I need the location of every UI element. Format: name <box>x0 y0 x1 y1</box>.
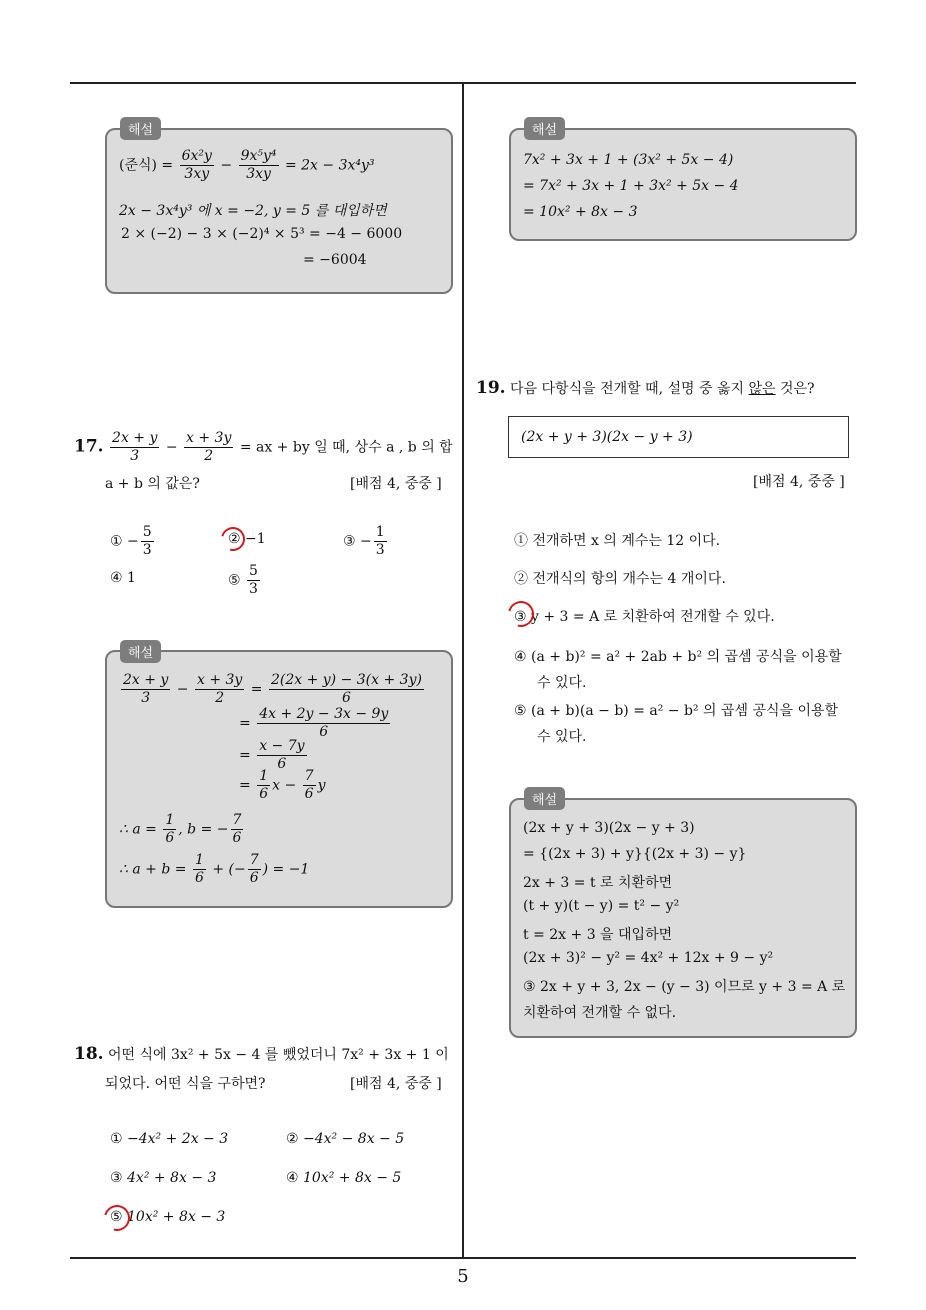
sol17-t1-n2: 7 <box>232 812 242 828</box>
sol17-t2-frac2 <box>248 852 261 887</box>
q17-frac2 <box>184 430 233 465</box>
q18-option-2[interactable] <box>286 1131 404 1147</box>
sol17-t2-pre: ∴ a + b = <box>119 861 187 878</box>
q18-option-3-text: 4x² + 8x − 3 <box>127 1170 217 1186</box>
sol17-minus: − <box>176 681 189 698</box>
sol17-frac-b-num: x + 3y <box>196 672 243 688</box>
q17-option-1-den: 3 <box>142 542 152 558</box>
sol17-frac-b-den: 2 <box>215 690 225 706</box>
sol19-line7: ③ 2x + y + 3, 2x − (y − 3) 이므로 y + 3 = A 로 <box>523 979 846 995</box>
sol17-eq1: = <box>250 681 263 698</box>
q17-option-2-text: −1 <box>245 531 266 547</box>
q19-stem-underlined: 않은 <box>748 381 776 397</box>
sol17-frac-a <box>121 672 170 707</box>
solution-tag-16: 해설 <box>120 117 161 140</box>
sol17-r4-mid: x − <box>272 777 297 794</box>
sol16-frac2-den: 3xy <box>246 166 271 182</box>
bottom-rule <box>70 1257 856 1259</box>
sol17-row4 <box>239 768 325 803</box>
sol17-t1-mid: , b = − <box>178 821 229 838</box>
q18-option-3-mark: ③ <box>110 1170 123 1186</box>
sol18-line2: = 7x² + 3x + 1 + 3x² + 5x − 4 <box>523 178 739 194</box>
sol17-frac-r2 <box>257 706 390 741</box>
q19-option-2-mark: ② <box>514 571 528 587</box>
sol16-result: = 2x − 3x⁴y³ <box>284 157 375 174</box>
sol17-therefore2 <box>119 852 309 887</box>
answer-circle-q19 <box>503 596 539 632</box>
q19-option-5-mark: ⑤ <box>514 703 527 719</box>
sol17-eq4: = <box>239 777 251 794</box>
q19-option-4-mark: ④ <box>514 649 527 665</box>
q17-minus: − <box>165 439 178 456</box>
solution-tag-18: 해설 <box>524 117 565 140</box>
sol17-eq3: = <box>239 747 251 764</box>
sol19-line1: (2x + y + 3)(2x − y + 3) <box>523 820 695 836</box>
sol17-t2-d1: 6 <box>194 870 204 886</box>
solution-box-17 <box>105 650 453 908</box>
sol17-t2-mid: + (− <box>212 861 246 878</box>
q17-option-4-mark: ④ <box>110 570 123 586</box>
q17-option-3[interactable] <box>343 524 389 559</box>
page-number: 5 <box>457 1266 469 1287</box>
q17-option-5-mark: ⑤ <box>228 572 241 589</box>
sol17-r3-num: x − 7y <box>259 738 305 754</box>
q19-option-1-text: 전개하면 x 의 계수는 12 이다. <box>532 533 721 549</box>
sol17-r4-d1: 6 <box>259 786 269 802</box>
q17-option-5-den: 3 <box>249 581 258 597</box>
q17-option-1-frac <box>141 524 154 559</box>
solution-box-16 <box>105 128 453 294</box>
q19-option-5-text: (a + b)(a − b) = a² − b² 의 곱셈 공식을 이용할 <box>531 703 839 719</box>
sol17-r4-d2: 6 <box>304 786 314 802</box>
answer-circle-q18 <box>99 1200 135 1236</box>
sol17-frac-a-den: 3 <box>141 690 151 706</box>
sol17-row2 <box>239 706 392 741</box>
q17-option-1[interactable] <box>110 524 156 559</box>
q18-score-meta: [배점 4, 중중 ] <box>350 1076 442 1092</box>
sol17-r4-frac2 <box>303 768 316 803</box>
sol16-line4: = −6004 <box>303 252 367 268</box>
q17-option-3-den: 3 <box>375 542 385 558</box>
q19-option-5[interactable] <box>514 700 838 720</box>
sol16-minus: − <box>220 157 233 174</box>
q19-option-4-cont: 수 있다. <box>537 675 587 691</box>
sol17-t1-pre: ∴ a = <box>119 821 157 838</box>
sol17-t2-n2: 7 <box>249 852 259 868</box>
sol17-t1-d2: 6 <box>232 830 242 846</box>
sol19-line2: = {(2x + 3) + y}{(2x + 3) − y} <box>523 846 747 862</box>
sol16-frac1-num: 6x²y <box>181 148 212 164</box>
q17-frac1-den: 3 <box>130 448 140 464</box>
sol16-line2: 2x − 3x⁴y³ 에 x = −2, y = 5 를 대입하면 <box>119 203 387 219</box>
sol18-line3: = 10x² + 8x − 3 <box>523 204 638 220</box>
q17-frac2-den: 2 <box>204 448 214 464</box>
sol16-prefix: (준식) = <box>119 157 174 174</box>
sol17-t2-n1: 1 <box>194 852 204 868</box>
q18-stem-line1 <box>74 1044 449 1064</box>
q18-stem-line2: 되었다. 어떤 식을 구하면? <box>105 1076 266 1092</box>
sol19-line8: 치환하여 전개할 수 없다. <box>523 1005 677 1021</box>
q18-option-3[interactable] <box>110 1170 216 1186</box>
sol17-t1-n1: 1 <box>165 812 175 828</box>
q18-option-5-text: 10x² + 8x − 3 <box>127 1209 226 1225</box>
q19-option-1[interactable] <box>514 530 720 550</box>
q19-option-3-text: y + 3 = A 로 치환하여 전개할 수 있다. <box>531 609 775 625</box>
solution-tag-17: 해설 <box>120 640 161 663</box>
q17-option-1-mark: ① <box>110 533 123 550</box>
sol19-line3: 2x + 3 = t 로 치환하면 <box>523 875 673 891</box>
q18-option-5-mark: ⑤ <box>110 1209 123 1225</box>
sol17-r3-den: 6 <box>277 756 287 772</box>
q19-option-2-text: 전개식의 항의 개수는 4 개이다. <box>532 571 726 587</box>
q17-stem-line2: a + b 의 값은? <box>105 476 200 492</box>
sol17-r1-num: 2(2x + y) − 3(x + 3y) <box>270 672 422 688</box>
q17-option-3-frac <box>374 524 387 559</box>
q18-option-2-mark: ② <box>286 1131 299 1147</box>
q17-frac1 <box>110 430 159 465</box>
solution-box-19 <box>509 798 857 1038</box>
q19-option-3[interactable] <box>514 606 775 626</box>
q18-number: 18. <box>74 1044 104 1064</box>
solution-box-18 <box>509 128 857 241</box>
q18-option-4-mark: ④ <box>286 1170 299 1186</box>
sol16-frac1 <box>180 148 214 183</box>
q19-stem <box>476 378 815 398</box>
q18-option-4[interactable] <box>286 1170 401 1186</box>
solution-tag-19: 해설 <box>524 787 565 810</box>
q19-stem-pre: 다음 다항식을 전개할 때, 설명 중 옳지 <box>510 381 749 397</box>
q19-option-5-cont: 수 있다. <box>537 729 587 745</box>
sol17-eq2: = <box>239 715 251 732</box>
q17-option-3-mark: ③ <box>343 533 356 550</box>
q17-option-4-text: 1 <box>127 570 136 586</box>
sol17-row1 <box>119 672 426 707</box>
sol17-t2-post: ) = −1 <box>262 861 310 878</box>
sol19-line4: (t + y)(t − y) = t² − y² <box>523 898 680 914</box>
sol17-r2-num: 4x + 2y − 3x − 9y <box>259 706 389 722</box>
q19-option-3-mark: ③ <box>514 609 527 625</box>
sol17-r4-frac1 <box>257 768 270 803</box>
sol16-frac1-den: 3xy <box>184 166 210 182</box>
sol17-therefore1 <box>119 812 245 847</box>
q17-stem-rest: = ax + by 일 때, 상수 a , b 의 합 <box>239 439 453 456</box>
sol18-line1: 7x² + 3x + 1 + (3x² + 5x − 4) <box>523 152 734 168</box>
q17-score-meta: [배점 4, 중중 ] <box>350 476 442 492</box>
sol16-line1 <box>119 148 375 183</box>
sol19-line5: t = 2x + 3 을 대입하면 <box>523 927 673 943</box>
q19-option-1-mark: ① <box>514 533 528 549</box>
q17-option-5-frac <box>247 563 260 598</box>
sol17-t2-frac1 <box>193 852 206 887</box>
sol17-frac-a-num: 2x + y <box>123 672 169 688</box>
q18-option-1-text: −4x² + 2x − 3 <box>127 1131 229 1147</box>
q19-option-4[interactable] <box>514 646 842 666</box>
sol17-r1-den: 6 <box>342 690 351 706</box>
sol17-r4-post: y <box>317 777 326 794</box>
q18-option-1-mark: ① <box>110 1131 123 1147</box>
q17-option-3-sign: − <box>360 533 372 550</box>
sol17-frac-b <box>195 672 244 707</box>
q18-stem-text1: 어떤 식에 3x² + 5x − 4 를 뺐었더니 7x² + 3x + 1 이 <box>108 1047 449 1063</box>
answer-circle-q17 <box>217 523 250 556</box>
q17-option-3-num: 1 <box>375 524 385 540</box>
q19-number: 19. <box>476 378 506 398</box>
q17-stem-line1 <box>74 430 453 465</box>
q19-stem-post: 것은? <box>775 381 815 397</box>
q17-option-2-mark: ② <box>228 531 241 547</box>
q19-score-meta: [배점 4, 중중 ] <box>753 474 845 490</box>
sol17-t1-frac2 <box>231 812 244 847</box>
sol16-frac2-num: 9x⁵y⁴ <box>240 148 277 164</box>
sol16-frac2 <box>239 148 279 183</box>
sol17-r4-n2: 7 <box>304 768 314 784</box>
q19-expression-box <box>508 416 849 458</box>
sol17-t1-frac1 <box>163 812 176 847</box>
sol16-line3: 2 × (−2) − 3 × (−2)⁴ × 5³ = −4 − 6000 <box>121 226 403 242</box>
q17-number: 17. <box>74 436 104 457</box>
q17-option-4[interactable] <box>110 570 136 586</box>
sol17-frac-r1 <box>269 672 424 707</box>
q18-option-4-text: 10x² + 8x − 5 <box>303 1170 402 1186</box>
q18-option-1[interactable] <box>110 1131 228 1147</box>
q19-expression: (2x + y + 3)(2x − y + 3) <box>521 429 693 445</box>
sol17-r2-den: 6 <box>319 724 329 740</box>
q19-option-2[interactable] <box>514 568 726 588</box>
q17-option-1-sign: − <box>127 533 139 550</box>
q17-option-5-num: 5 <box>249 563 258 579</box>
sol17-t1-d1: 6 <box>165 830 175 846</box>
q17-frac2-num: x + 3y <box>186 430 232 446</box>
sol17-r4-n1: 1 <box>259 768 269 784</box>
q18-option-2-text: −4x² − 8x − 5 <box>303 1131 405 1147</box>
q17-option-5[interactable] <box>228 563 262 598</box>
q17-option-1-num: 5 <box>142 524 152 540</box>
q17-frac1-num: 2x + y <box>112 430 158 446</box>
q19-option-4-text: (a + b)² = a² + 2ab + b² 의 곱셈 공식을 이용할 <box>531 649 842 665</box>
column-divider <box>462 83 464 1258</box>
sol17-t2-d2: 6 <box>249 870 259 886</box>
sol19-line6: (2x + 3)² − y² = 4x² + 12x + 9 − y² <box>523 950 774 966</box>
